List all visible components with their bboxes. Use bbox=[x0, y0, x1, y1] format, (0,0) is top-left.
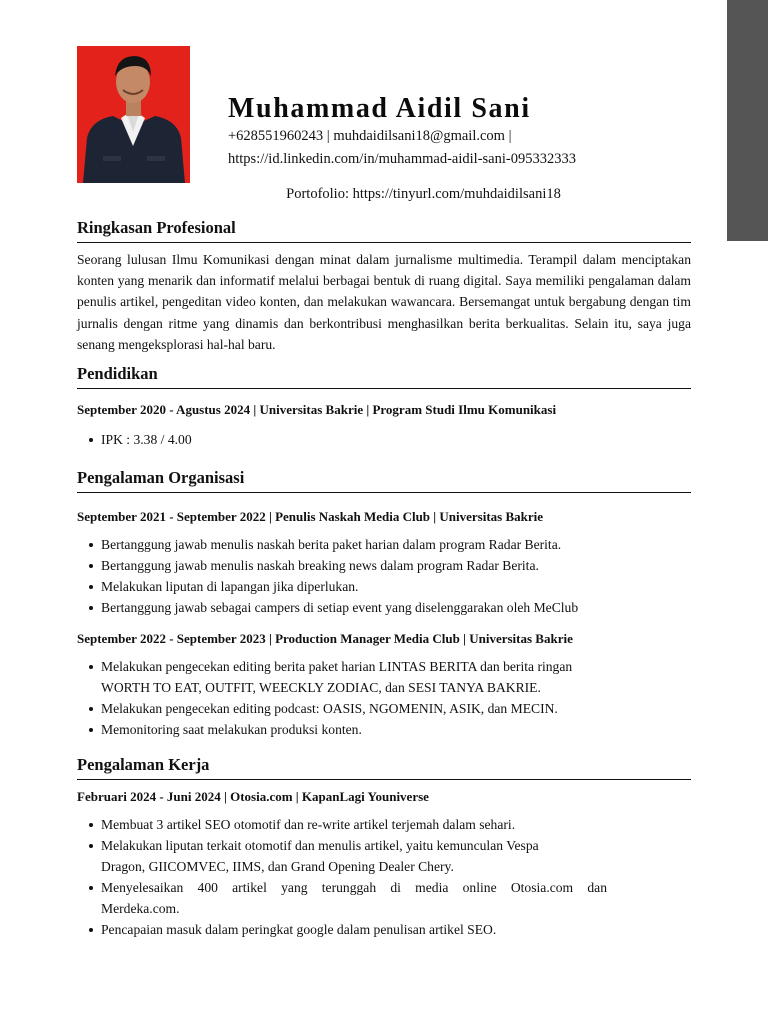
list-item: Melakukan liputan di lapangan jika diperlukan. bbox=[77, 576, 677, 597]
list-item: Menyelesaikan 400 artikel yang terunggah di media online Otosia.com dan bbox=[77, 877, 607, 898]
contact-line-phone-email[interactable]: +628551960243 | muhdaidilsani18@gmail.com | bbox=[228, 128, 512, 144]
list-item: Melakukan liputan terkait otomotif dan menulis artikel, yaitu kemunculan Vespa bbox=[77, 835, 607, 856]
scrollbar[interactable] bbox=[727, 0, 768, 241]
list-item: Bertanggung jawab menulis naskah breaking news dalam program Radar Berita. bbox=[77, 555, 677, 576]
list-item: Melakukan pengecekan editing berita paket harian LINTAS BERITA dan berita ringan bbox=[77, 656, 677, 677]
contact-line-linkedin[interactable]: https://id.linkedin.com/in/muhammad-aidil-sani-095332333 bbox=[228, 151, 576, 167]
section-divider bbox=[77, 779, 691, 780]
education-bullet-list bbox=[77, 429, 637, 450]
work-bullet-list bbox=[77, 814, 607, 940]
section-title-education: Pendidikan bbox=[77, 364, 158, 383]
education-entry-heading: September 2020 - Agustus 2024 | Universitas Bakrie | Program Studi Ilmu Komunikasi bbox=[77, 402, 557, 417]
bullet-dot-icon bbox=[89, 585, 93, 589]
bullet-dot-icon bbox=[89, 438, 93, 442]
bullet-dot-icon bbox=[89, 543, 93, 547]
list-item: Melakukan pengecekan editing podcast: OASIS, NGOMENIN, ASIK, dan MECIN. bbox=[77, 698, 677, 719]
list-item-continuation: Dragon, GIICOMVEC, IIMS, dan Grand Opening Dealer Chery. bbox=[101, 859, 454, 874]
bullet-dot-icon bbox=[89, 823, 93, 827]
portfolio-link[interactable]: Portofolio: https://tinyurl.com/muhdaidilsani18 bbox=[286, 186, 561, 202]
work-entry-heading: Februari 2024 - Juni 2024 | Otosia.com | KapanLagi Youniverse bbox=[77, 789, 429, 804]
list-item: Bertanggung jawab menulis naskah berita paket harian dalam program Radar Berita. bbox=[77, 534, 677, 555]
bullet-dot-icon bbox=[89, 928, 93, 932]
bullet-dot-icon bbox=[89, 606, 93, 610]
list-item: Pencapaian masuk dalam peringkat google dalam penulisan artikel SEO. bbox=[77, 919, 607, 940]
section-title-summary: Ringkasan Profesional bbox=[77, 218, 236, 237]
summary-text: Seorang lulusan Ilmu Komunikasi dengan minat dalam jurnalisme multimedia. Terampil dalam menciptakan konten yang menarik dan informatif melalui berbagai bentuk di ruang digital. Saya memiliki pengalaman dalam penulis artikel, pengeditan video konten, dan melakukan wawancara. Bersemangat untuk bergabung dengan tim jurnalis dengan ritme yang dinamis dan berkontribusi menghasilkan berita berkualitas. Selain itu, saya juga senang mengeksplorasi hal-hal baru. bbox=[77, 252, 691, 352]
organization-entry-heading: September 2022 - September 2023 | Production Manager Media Club | Universitas Bakrie bbox=[77, 631, 573, 646]
bullet-dot-icon bbox=[89, 728, 93, 732]
list-item: Memonitoring saat melakukan produksi konten. bbox=[77, 719, 677, 740]
section-divider bbox=[77, 492, 691, 493]
list-item-continuation: WORTH TO EAT, OUTFIT, WEECKLY ZODIAC, dan SESI TANYA BAKRIE. bbox=[101, 680, 541, 695]
candidate-name: Muhammad Aidil Sani bbox=[228, 93, 531, 124]
list-item-continuation: Merdeka.com. bbox=[101, 901, 180, 916]
bullet-dot-icon bbox=[89, 886, 93, 890]
list-item: Membuat 3 artikel SEO otomotif dan re-write artikel terjemah dalam sehari. bbox=[77, 814, 607, 835]
bullet-dot-icon bbox=[89, 844, 93, 848]
bullet-dot-icon bbox=[89, 707, 93, 711]
list-item: Bertanggung jawab sebagai campers di setiap event yang diselenggarakan oleh MeClub bbox=[77, 597, 677, 618]
section-divider bbox=[77, 388, 691, 389]
section-title-organization: Pengalaman Organisasi bbox=[77, 468, 245, 487]
organization-bullet-list bbox=[77, 534, 677, 618]
section-divider bbox=[77, 242, 691, 243]
section-title-work: Pengalaman Kerja bbox=[77, 755, 210, 774]
list-item: IPK : 3.38 / 4.00 bbox=[77, 429, 637, 450]
organization-entry-heading: September 2021 - September 2022 | Penulis Naskah Media Club | Universitas Bakrie bbox=[77, 509, 544, 524]
bullet-dot-icon bbox=[89, 665, 93, 669]
bullet-dot-icon bbox=[89, 564, 93, 568]
profile-photo bbox=[77, 46, 190, 183]
organization-bullet-list bbox=[77, 656, 677, 740]
